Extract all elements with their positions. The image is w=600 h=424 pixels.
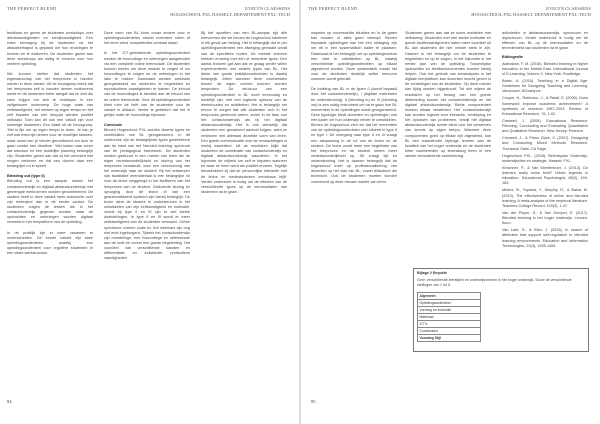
reference-entry: Van Laer, S., & Elen, J. (2016). In search of attributes that support self-regulation in blended learning environments. Education and Information Technologies, 22(4), 1395-1454. [502,228,588,248]
survey-table-row [418,335,481,342]
body-paragraph: Binnen Hogeschool PXL worden diverse types en combinaties van BL georganiseerd. In dit onderzoek zijn de belangrijkste types gedefinieerd aan de hand van het 'blended learning' spectrum van de 'pedagogical framework'. De studenten worden gestuurd in een manier van leren die de eigen verantwoordelijkheid en sturing van het leerproces benadrukt, door een verschuiving van het onderwijs naar de student. Bij het ontwerpen van kwalitatief leermateriaal is een belangrijke rol voor de lector weggelegd in het faciliteren van het leerproces van de student. Voldoende sturing en opvolging door de lector of van een geautomatiseerd systeem zijn hierbij belangrijk. De lector dient de student te ondersteunen in het ontwikkelen van zijn zelfstandigheid en motivatie, vooral bij type II en III zijn er wel sterke doelstellingen. In type II en III wordt er meer zelfstandigheid van de studenten verwacht. Online synchrone vormen zoals bv. live webinars zijn nog niet echt ingeburgerd. Tijdens het contactonderwijs zijn mondelinge, een hoorcollege en oefensessie aan de orde en vooral een goede begeleiding. Het voordeel van verschillende kanalen en differentiatie en individuele productieve vaardigheden. [104,128,190,261]
reference-entry: Van der Pluym, S., & Van Gompel, E. (2017). Blended learning in het hoger onderwijs. Leuven: Acco. [502,210,588,226]
journal-title: THE PERFECT BLEND [308,6,358,11]
survey-table [417,292,481,342]
survey-table-row [418,307,481,314]
survey-table-row [418,328,481,335]
survey-section-label: Vooraleg Stijl [418,335,481,342]
text-column-1 [7,31,93,381]
reference-entry: Alalhabari, F. M. (2016). Blended learning in higher education in the Middle East. International Journal of E-Learning, Volume 2. New York: Routledge. [502,61,588,76]
body-paragraph: Deze vorm van BL komt onder andere voor in opleidingsonderdelen waarin meerdere rollen of het leren werd 'competenties centraal staan'. [104,31,190,46]
running-header [7,6,290,20]
section-heading: Conclusie [104,123,123,127]
survey-item-label: Conclusions [418,328,481,335]
reference-entry: Bates, A. (2015). Teaching in a Digital Age: Guidelines for Designing Teaching and Learning. Vancouver: BCcampus. [502,79,588,94]
reference-entry: Hogeschool PXL. (2016). Beleidsplan Onderwijs: onderwijsvisie en strategie. Hasselt: PXL. [502,153,588,163]
header-authors-block [471,6,591,17]
body-paragraph: inspelen op onverwachte situaties en in de gaten kan houden of alles goed verloopt. Binnen bepaalde opleidingen kan het een uitdaging zijn om dit in een systematisch kader te plaatsen. Daarnaast is het belangrijk om op opleidingsniveau een visie te ontwikkelen op BL, waarbij verschillende opleidingsonderdelen op elkaar afgestemd worden. Deze systematiek maakt het voor de studenten duidelijk welke leervorm wanneer wordt gebruikt. [311,31,397,82]
body-paragraph: De indeling van BL in de typen 0 (wordt bepaald door het contactonderwijs), I (digitale materialen ter ondersteuning), II (blending in) en III (blending out) is een nuttig instrument om na te gaan hoe BL momenteel in de opleidingen wordt georganiseerd. Deze typologie biedt docenten en opleidingen ook een kader om hun onderwijs verder te ontwikkelen. Binnen de hogeschool zien we dat het merendeel van de opleidingsonderdelen zich situeert in type 0 en type I. De overgang naar type II en III vraagt een aanpassing in de rol van de lector en de student. De lector wordt meer een begeleider van het leerproces en de student neemt meer verantwoordelijkheid op. Dit vraagt tijd en ondersteuning. Het is daarom belangrijk dat de hogeschool inzet op professionalisering van docenten op het vlak van BL, zowel didactisch als technisch. Ook de studenten moeten worden voorbereid op deze nieuwe manier van leren. [311,87,397,184]
column-intro-text: activiteiten in afstandsonderwijs, synchroon en asynchroon. Verder onderzoek is nodig om de effecten van BL op de leerresultaten en de tevredenheid van studenten na te gaan. [502,31,588,51]
reference-entry: Kirschner, P., & Van Merriënboer, J. (2013). Do learners really know best? Urban legends in education. Educational Psychologist, 48(3), 169-183. [502,165,588,186]
page-left [0,0,299,424]
appendix-intro: Over: verschillende leerstijlen en onderwijsvormen in het hoger onderwijs. Scoor de verschillende stellingen van 1 tot 5. [417,278,572,287]
survey-table-row [418,293,481,300]
bibliography-heading: Bibliografie [502,54,523,59]
author-affiliation: HOGESCHOOL PXL HASSELT, DEPARTEMENT PXL-TECH [170,11,290,17]
appendix-title: Bijlage 2 Enquête [417,271,447,275]
reference-list [502,62,588,249]
text-column-3 [201,31,287,381]
survey-table-body [418,293,481,342]
survey-section-label: Algemeen [418,293,481,300]
body-paragraph: In het ICT-gerelateerde opleidingsonderdeel werden de hoorcollege en oefeningen aangeboden via een compleet online leermodule. De studenten kunnen kiezen om deze module te volgen of om hoorcolleges te volgen en de oefeningen in het labo te maken. Daarnaast werden webinars georganiseerd om studenten te begeleiden en reproductieve vaardigheden te trainen. De inhoud van de hoorcolleges is identiek aan de inhoud van de online leermodule. Voor dit opleidingsonderdeel kiest ruim de helft van de studenten voor de variant in afstand. Verder is gebleken dat het in gelijke mate de hoorcollege bijwoont. [104,51,190,117]
header-authors-block [170,6,290,17]
body-paragraph: In de praktijk zijn er twee varianten te onderscheiden. De eerste variant zijn twee opleidingsonderdelen waarbij een opleidingsonderdeel voor reguliere studenten in een vaste werkstructuur. [7,230,93,255]
appendix-survey-box [413,268,589,352]
text-column-2 [405,31,491,263]
body-paragraph: feedback en geven de studenten workshops over debatvaardigheden en schrijfvaardigheid. Een extra bevraging bij de studenten na het afstudeertraject is gepland om hun ervaringen te kennen en te evalueren. De studenten gaven aan deze workshops als nuttig te ervaren voor hun verdere opleiding. [7,31,93,66]
running-header [308,6,591,20]
body-paragraph: Blending out is een aanpak waarin het contactonderwijs en digitaal afstandsonderwijs met gemengde werkvormen worden gecombineerd. De student heeft in deze variant meer autonomie over zijn leertraject dan in de eerste variant. De studenten volgen de lessen die in het contactonderwijs gegeven worden maar de opdrachten en oefeningen worden digitaal verwerkt in het leerplatform van de opleiding. [7,179,93,225]
page-number: 84 [7,399,12,404]
journal-title: THE PERFECT BLEND [7,6,57,11]
reference-entry: Cooper, H., Robinson, J., & Patall, E. (2006). Does homework improve academic achievement? A synthesis of research 1987-2003. Review of Educational Research, 76, 1-62. [502,96,588,116]
survey-table-row [418,300,481,307]
section-heading: Blending out (type II) [7,174,45,179]
survey-item-label: Vorming en instructie [418,307,481,314]
survey-table-row [418,321,481,328]
survey-item-label: Materiaal [418,314,481,321]
reference-entry: Creswell, J., & Plano Clark, V. (2007). Designing and Conducting Mixed Methods Research. Thousand Oaks: CA Sage. [502,136,588,151]
page-right [301,0,600,424]
author-name: EVELYN CLAESSENS [546,6,591,11]
survey-item-label: Opleidingsonderdeel [418,300,481,307]
body-paragraph: Studenten gaven aan dat ze soms worstelen met zelfsturing. Studenten met een sterke motivatie en goede studievaardigheden halen meer voordeel uit BL dan studenten die hier minder sterk in zijn. Daarom is het belangrijk om de studenten te begeleiden en op te volgen, in het bijzonder in het eerste jaar van de opleiding. Tussentijdse opdrachten en feedbackmomenten kunnen hierbij helpen. Ook het gebruik van leeranalyses in het digitale leerplatform kan docenten inzicht geven in de vorderingen van de studenten. Op deze manier kan tijdig worden bijgestuurd. Tot slot wijzen de resultaten op het belang van een goede afstemming tussen het contactonderwijs en het digitaal afstandsonderwijs. Beide componenten moeten elkaar versterken. Het contactonderwijs kan worden ingezet voor interactie, verdieping en het oplossen van problemen, terwijl het digitaal afstandsonderwijs ruimte biedt voor het verwerven van kennis op eigen tempo. Wanneer deze componenten goed op elkaar zijn afgestemd, kan BL een waardevolle bijdrage leveren aan de kwaliteit van het hoger onderwijs en de studenten beter voorbereiden op levenslang leren in een steeds veranderende samenleving. [405,31,491,158]
author-affiliation: HOGESCHOOL PXL HASSELT, DEPARTEMENT PXL-TECH [471,11,591,17]
body-paragraph: We kunnen stellen dat studenten het eigenaarschap van het leerproces in handen nemen in deze variant. Uit de focusgroep bleek dat het leerproces zelf in handen nemen motiverend werkt en de studenten beter aangaf dat ze zich als kans krijgen om zich te verdiepen in een zelfgekozen onderwerp. De hoge mate van zelfstandigheid, het werken op eigen tempo en het zelf bepalen van een leerpad werden positief onthaald. Toch kan dit ook een valkuil zijn voor sommige studenten. Een citaat uit de focusgroep: 'Het is fijn om op eigen tempo te leren. Je kan je zelf wat extra tijd nemen voor de moeilijke stukken, maar soms ben je minder gemotiveerd om door te gaan zonder een deadline.' Wel kwam naar voren dat structuur en een duidelijke planning belangrijk zijn. Studenten gaven aan dat zij het overzicht niet mogen verliezen en dat een docent daar een belangrijke rol in speelt. [7,71,93,169]
survey-item-label: ICT's [418,321,481,328]
text-column-2 [104,31,190,381]
survey-table-row [418,314,481,321]
body-paragraph: Bij het opzetten van een BL-aanpak zijn alle leervormen die we binnen de hogeschool hanteren in elk geval van belang. Het is belangrijk dat er per opleidingsonderdeel een afweging gemaakt wordt van de specifieke noden. De meeste lectoren hebben ervaring met één of meerdere types. Een aantal lectoren gaf aan dat ze graag verder willen experimenteren met andere types van BL. Het delen van goede praktijkvoorbeelden is daarbij belangrijk. Zeker wanneer deze voorbeelden binnen de eigen context kunnen worden besproken. De structuur van een opleidingsonderdeel in BL moet eenvoudig en duidelijk zijn, met een logische opbouw van de leerinhouden en activiteiten. Het is belangrijk om ervoor te zorgen dat alle studenten zich in het leerproces gesteund weten, zowel in de fase van het contactonderwijs als bij het digitaal afstandsonderwijs. Het is ook wenselijk dat studenten een gevarieerd aanbod krijgen, want ze verkiezen niet allemaal dezelfde vorm van leren. Een goede communicatie over de verwachtingen is hierbij essentieel. Uit de resultaten blijkt dat studenten de combinatie van contactonderwijs en digitaal afstandsonderwijs waarderen. In het bijzonder de vrijheid om zelf te bepalen wanneer en waar ze leren werd als positief ervaren. Tegelijk benadrukken zij dat de persoonlijke interactie met de lector en medestudenten onmisbaar blijft. Verder onderzoek is nodig om de effecten van de verschillende types op de leerresultaten van studenten na te gaan. [201,31,287,194]
text-column-1 [311,31,397,381]
page-number: 85 [311,399,316,404]
author-name: EVELYN CLAESSENS [245,6,290,11]
reference-entry: Means, B., Toyama, Y., Murphy, R., & Bakia, M. (2013). The effectiveness of online and blended learning: A meta-analysis of the empirical literature. Teachers College Record, 115(3), 1-47. [502,188,588,208]
reference-entry: Creswell, J. (2008). Educational Research: Planning, Conducting and Evaluating Quantitative and Qualitative Research. New Jersey: Pearson. [502,118,588,134]
